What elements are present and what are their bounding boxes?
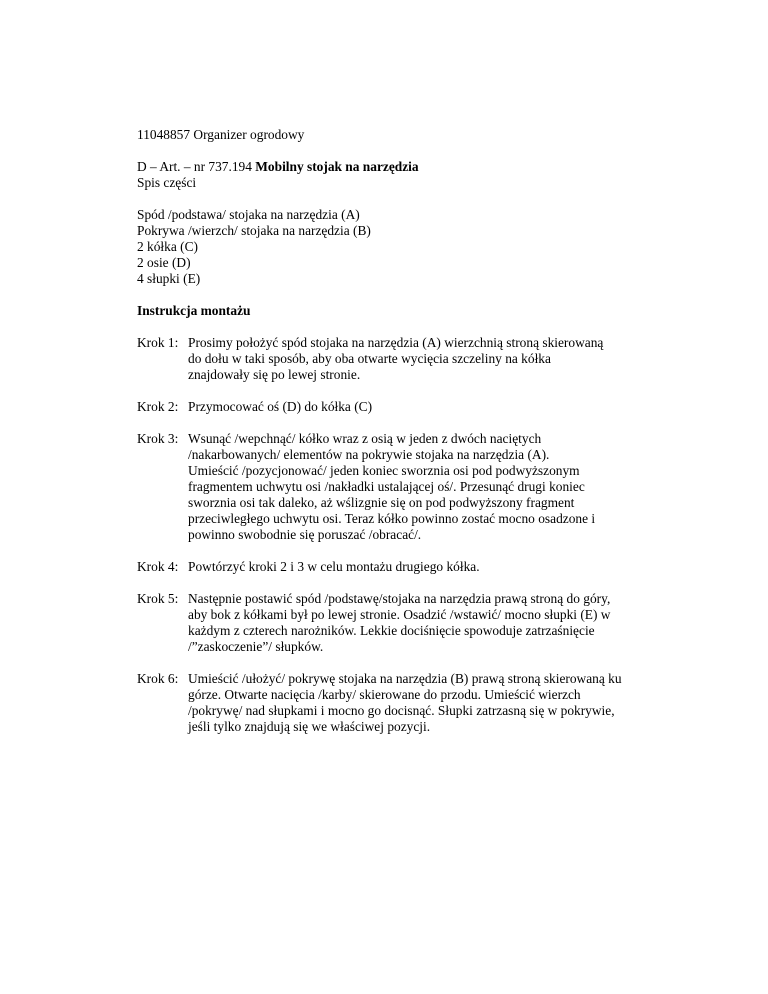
- part-item: 2 osie (D): [137, 255, 191, 270]
- step-line: Następnie postawić spód /podstawę/stojaka na narzędzia prawą stroną do góry,: [188, 591, 611, 606]
- step-line: Umieścić /pozycjonować/ jeden koniec sworznia osi pod podwyższonym: [188, 463, 580, 478]
- step-line: Umieścić /ułożyć/ pokrywę stojaka na narzędzia (B) prawą stroną skierowaną ku: [188, 671, 622, 686]
- step-line: /”zaskoczenie”/ słupków.: [188, 639, 324, 654]
- step-text: [188, 399, 697, 415]
- step-text: [188, 431, 697, 543]
- step-3: [137, 431, 697, 543]
- step-line: każdym z czterech narożników. Lekkie dociśnięcie spowoduje zatrzaśnięcie: [188, 623, 595, 638]
- step-text: [188, 559, 697, 575]
- article-line: [137, 159, 697, 175]
- document-page: [137, 127, 697, 735]
- step-5: [137, 591, 697, 655]
- step-line: fragmentem uchwytu osi /nakładki ustalającej oś/. Przesunąć drugi koniec: [188, 479, 585, 494]
- part-item: Pokrywa /wierzch/ stojaka na narzędzia (B): [137, 223, 371, 238]
- article-number: D – Art. – nr 737.194: [137, 159, 256, 174]
- part-item: 2 kółka (C): [137, 239, 198, 254]
- step-1: [137, 335, 697, 383]
- step-label: Krok 3:: [137, 431, 179, 446]
- step-label: Krok 1:: [137, 335, 179, 350]
- step-line: do dołu w taki sposób, aby oba otwarte wycięcia szczeliny na kółka: [188, 351, 551, 366]
- instructions-heading: Instrukcja montażu: [137, 303, 251, 318]
- step-line: znajdowały się po lewej stronie.: [188, 367, 361, 382]
- step-text: [188, 671, 697, 735]
- step-2: [137, 399, 697, 415]
- part-item: Spód /podstawa/ stojaka na narzędzia (A): [137, 207, 360, 222]
- article-name: Mobilny stojak na narzędzia: [255, 159, 419, 174]
- step-line: Prosimy położyć spód stojaka na narzędzia (A) wierzchnią stroną skierowaną: [188, 335, 604, 350]
- step-line: powinno swobodnie się poruszać /obracać/.: [188, 527, 422, 542]
- step-line: Powtórzyć kroki 2 i 3 w celu montażu drugiego kółka.: [188, 559, 480, 574]
- part-item: 4 słupki (E): [137, 271, 201, 286]
- step-line: przeciwległego uchwytu osi. Teraz kółko powinno zostać mocno osadzone i: [188, 511, 596, 526]
- parts-heading: Spis części: [137, 175, 197, 190]
- step-line: /nakarbowanych/ elementów na pokrywie stojaka na narzędzia (A).: [188, 447, 550, 462]
- step-4: [137, 559, 697, 575]
- step-line: Wsunąć /wepchnąć/ kółko wraz z osią w jeden z dwóch naciętych: [188, 431, 542, 446]
- step-text: [188, 335, 697, 383]
- step-6: [137, 671, 697, 735]
- step-label: Krok 6:: [137, 671, 179, 686]
- step-line: sworznia osi tak daleko, aż wślizgnie się on pod podwyższony fragment: [188, 495, 575, 510]
- step-label: Krok 4:: [137, 559, 179, 574]
- step-line: górze. Otwarte nacięcia /karby/ skierowane do przodu. Umieścić wierzch: [188, 687, 581, 702]
- document-title: 11048857 Organizer ogrodowy: [137, 127, 305, 142]
- step-line: aby bok z kółkami był po lewej stronie. Osadzić /wstawić/ mocno słupki (E) w: [188, 607, 611, 622]
- step-line: Przymocować oś (D) do kółka (C): [188, 399, 373, 414]
- parts-list: [137, 207, 697, 287]
- step-text: [188, 591, 697, 655]
- step-label: Krok 5:: [137, 591, 179, 606]
- step-line: jeśli tylko znajdują się we właściwej pozycji.: [188, 719, 431, 734]
- step-label: Krok 2:: [137, 399, 179, 414]
- step-line: /pokrywę/ nad słupkami i mocno go docisnąć. Słupki zatrzasną się w pokrywie,: [188, 703, 615, 718]
